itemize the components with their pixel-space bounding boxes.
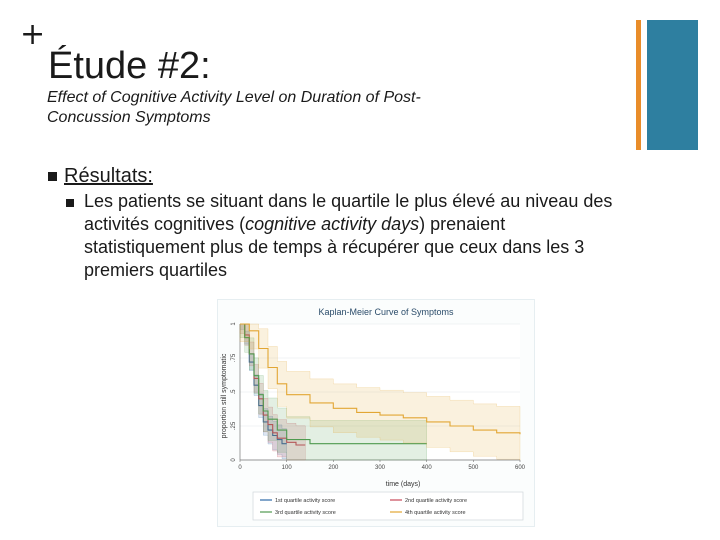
x-tick-label: 300 [374,465,386,471]
kaplan-meier-chart [218,300,534,526]
sub-bullet-square-icon [66,199,74,207]
y-tick-label: 0 [231,458,237,462]
x-tick-label: 200 [328,465,339,471]
bullet-text-italic: cognitive activity days [245,214,420,234]
bullet-heading: Résultats: [64,165,153,187]
sub-bullet-text [84,190,624,282]
kaplan-meier-figure [217,299,535,527]
y-tick-label: 1 [231,322,237,326]
bullet-text-pre: Les patients se situant dans le quartile le plus élevé au niveau des activités cognitives ( [84,191,613,234]
y-axis-label: proportion still symptomatic [221,353,228,439]
bullet-text-post: ) prenaient statistiquement plus de temps à récupérer que ceux dans les 3 premiers quartiles [84,214,585,280]
legend-label-2: 2nd quartile activity score [405,498,468,504]
x-tick-label: 600 [514,465,526,471]
x-tick-label: 0 [238,465,242,471]
legend-label-1: 1st quartile activity score [275,498,336,504]
slide-title: Étude #2: [48,45,211,87]
legend-label-3: 3rd quartile activity score [275,510,336,516]
bullet-square-icon [48,172,57,181]
x-tick-label: 400 [421,465,432,471]
slide-subtitle: Effect of Cognitive Activity Level on Duration of Post-Concussion Symptoms [47,89,421,126]
plus-icon: + [20,17,46,52]
legend-label-4: 4th quartile activity score [405,510,466,516]
y-tick-label: .25 [231,421,237,431]
accent-bar-blue [647,20,698,150]
y-tick-label: .5 [231,389,237,395]
y-tick-label: .75 [231,353,237,363]
x-tick-label: 100 [281,465,292,471]
chart-title: Kaplan-Meier Curve of Symptoms [318,307,454,317]
x-axis-label: time (days) [385,481,421,488]
accent-bar-orange [636,20,641,150]
x-tick-label: 500 [468,465,479,471]
